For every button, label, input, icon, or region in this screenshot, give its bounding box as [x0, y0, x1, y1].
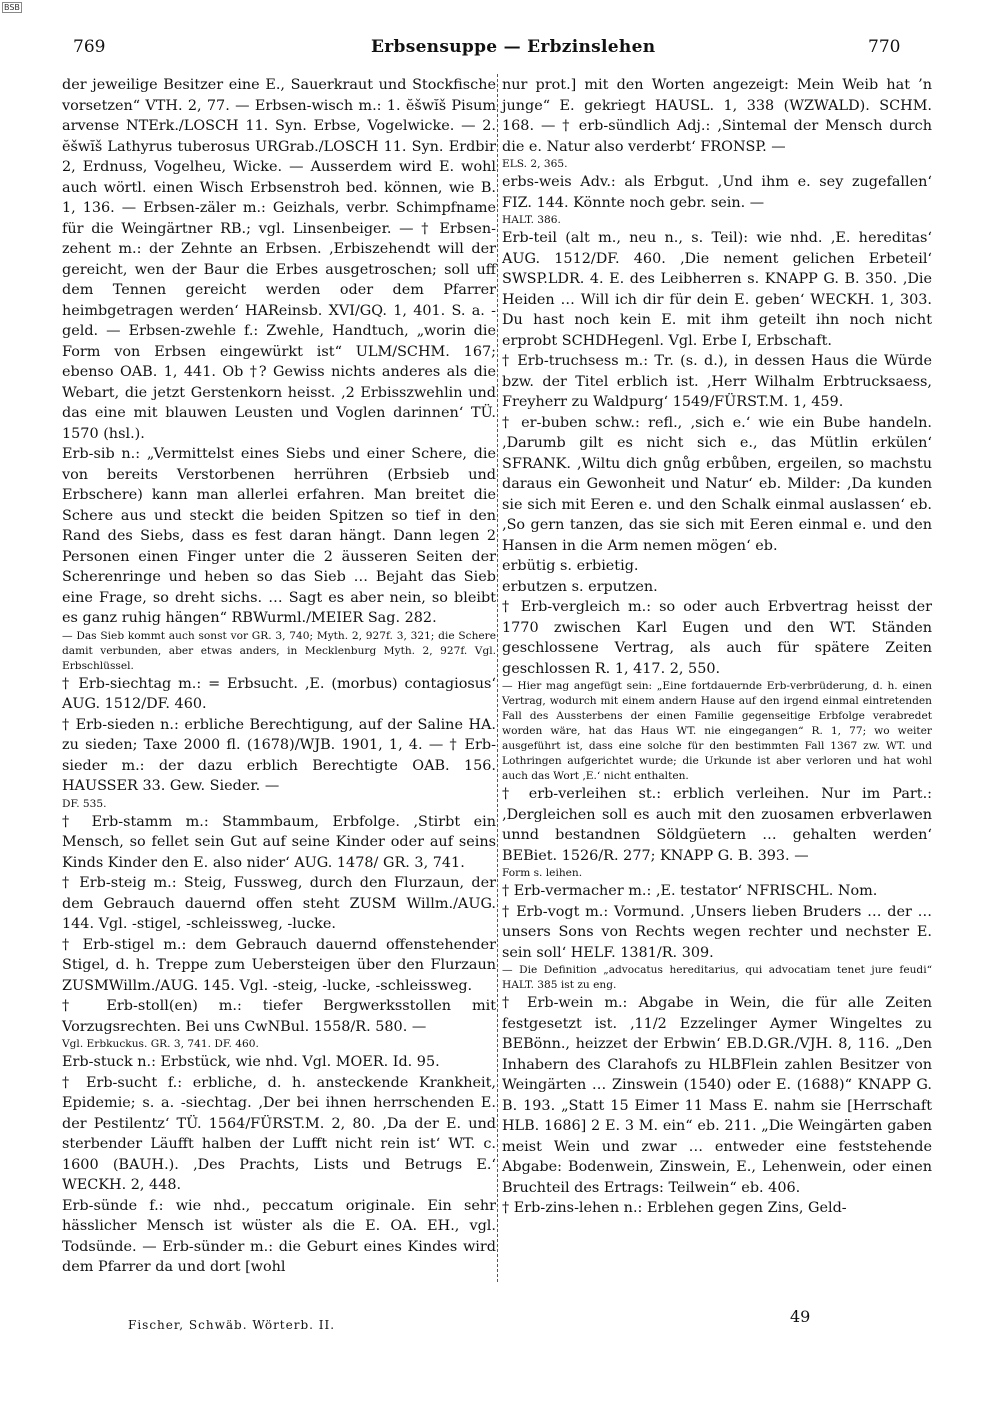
- column-divider: [497, 74, 498, 1282]
- entry-paragraph: Erb-sünde f.: wie nhd., peccatum originale. Ein sehr hässlicher Mensch ist wüster als die E. OA. EH., vgl. Todsünde. — Erb-sünder m.: die Geburt eines Kindes wird dem Pfarrer da und dort [wohl: [62, 1197, 496, 1275]
- entry-paragraph: † Erb-vermacher m.: ‚E. testator‘ NFRISCHL. Nom.: [502, 883, 878, 899]
- left-column: [62, 75, 496, 1278]
- entry-paragraph: der jeweilige Besitzer eine E., Sauerkraut und Stockfische vorsetzen“ VTH. 2, 77. — Erbsen-wisch m.: 1. ĕšwĭš Pisum arvense NTErk./LOSCH 11. Syn. Erbse, Vogelwicke. — 2. ĕšwĭš Lathyrus tuberosus URGrab./LOSCH 11. Syn. Erdbir 2, Erdnuss, Vogelheu, Wicke. — Ausserdem wird E. wohl auch wörtl. einen Wisch Erbsenstroh bed. können, wie B. 1, 136. — Erbsen-zäler m.: Geizhals, verbr. Schimpfname für die Weingärtner RB.; vgl. Linsenbeiger. — † Erbsen-zehent m.: der Zehnte an Erbsen. ‚Erbiszehendt will der gereicht, wen der Baur die Erbes ausgetroschen; soll uff dem Tennen gereicht werden oder dem Pfarrer heimbgetragen werden‘ HAReinsb. XVI/GQ. 1, 401. S. a. -geld. — Erbsen-zwehle f.: Zwehle, Handtuch, „worin die Form von Erbsen eingewürkt ist“ ULM/SCHM. 167; ebenso OAB. 1, 441. Ob †? Gewiss nichts anderes als die Webart, die jetzt Gerstenkorn heisst. ‚2 Erbisszwehlin und das eine mit blauwen Leusten und Voglen darinnen‘ TÜ. 1570 (hsl.).: [62, 77, 496, 442]
- entry-paragraph: † Erb-siechtag m.: = Erbsucht. ‚E. (morbus) contagiosus‘ AUG. 1512/DF. 460.: [62, 675, 496, 712]
- page-number-right: 770: [868, 37, 901, 57]
- entry-paragraph: Erb-sib n.: „Vermittelst eines Siebs und einer Schere, die von bereits Verstorbenen herrühren (Erbsieb und Erbschere) kann man allerlei erfahren. Man breitet die Schere aus und steckt die beiden Spitzen so tief in den Rand des Siebs, dass es fest daran hängt. Dann legen 2 Personen einen Finger unter die 2 äusseren Seiten der Scherenringe und heben so das Sieb … Bejaht das Sieb eine Frage, so dreht sichs. … Sagt es aber nein, so bleibt es ganz ruhig hängen“ RBWurml./MEIER Sag. 282.: [62, 446, 496, 626]
- note-paragraph: — Die Definition „advocatus hereditarius, qui advocatiam tenet jure feudi“ HALT. 385 ist zu eng.: [502, 964, 932, 991]
- entry-paragraph: † Erb-truchsess m.: Tr. (s. d.), in dessen Haus die Würde bzw. der Titel erblich ist. ‚Herr Wilhalm Erbtrucksaess, Freyherr zu Waldpurg‘ 1549/FÜRST.M. 1, 459.: [502, 353, 932, 410]
- entry-paragraph: † Erb-stoll(en) m.: tiefer Bergwerksstollen mit Vorzugsrechten. Bei uns CwNBul. 1558/R. 580. —: [62, 998, 496, 1035]
- sheet-number: 49: [790, 1307, 811, 1326]
- note-paragraph: HALT. 386.: [502, 214, 561, 226]
- entry-paragraph: † er-buben schw.: refl., ‚sich e.‘ wie ein Bube handeln. ‚Darumb gilt es nicht sich e., das Mütlin erkülen‘ SFRANK. ‚Wiltu dich gnůg erbůben, ergeilen, so machstu daraus ein Gewonheit und Natur‘ eb. Milder: ‚Da kunden sie sich mit Eeren e. und den Schalk einmal auslassen‘ eb. ‚So gern tanzen, das sie sich mit Eeren einmal e. und den Hansen in die Arm nemen mögen‘ eb.: [502, 414, 932, 554]
- note-paragraph: Vgl. Erbkuckus. GR. 3, 741. DF. 460.: [62, 1038, 259, 1050]
- entry-paragraph: erbs-weis Adv.: als Erbgut. ‚Und ihm e. sey zugefallen‘ FIZ. 144. Könnte noch gebr. sein. —: [502, 174, 932, 211]
- entry-paragraph: † Erb-vogt m.: Vormund. ‚Unsers lieben Bruders … der … unsers Sons von Rechts wegen rechter und nechster E. sein soll‘ HELF. 1381/R. 309.: [502, 903, 932, 961]
- entry-paragraph: nur prot.] mit den Worten angezeigt: Mein Weib hat ’n junge“ E. gekriegt HAUSL. 1, 338 (WZWALD). SCHM. 168. — † erb-sündlich Adj.: ‚Sintemal der Mensch durch die e. Natur also verderbt‘ FRONSP. —: [502, 77, 932, 155]
- library-stamp: BSB: [4, 3, 20, 12]
- entry-paragraph: † Erb-stamm m.: Stammbaum, Erbfolge. ‚Stirbt ein Mensch, so fellet sein Gut auf seine Kinder oder auf seins Kinds Kinder den E. also nider‘ AUG. 1478/ GR. 3, 741.: [62, 813, 496, 871]
- page-number-left: 769: [73, 37, 106, 57]
- entry-paragraph: † Erb-vergleich m.: so oder auch Erbvertrag heisst der 1770 zwischen Karl Eugen und den WT. Ständen geschlossene Vertrag, als auch für spätere Zeiten geschlossen R. 1, 417. 2, 550.: [502, 599, 932, 677]
- footer-signature: Fischer, Schwäb. Wörterb. II.: [128, 1318, 336, 1332]
- running-head: Erbsensuppe — Erbzinslehen: [371, 37, 656, 57]
- entry-paragraph: † erb-verleihen st.: erblich verleihen. Nur im Part.: ‚Dergleichen soll es auch mit den zuosamen erbverlawen unnd bestandnen Söldgüetern … gehalten werden‘ BEBiet. 1526/R. 277; KNAPP G. B. 393. —: [502, 786, 932, 864]
- entry-paragraph: † Erb-zins-lehen n.: Erblehen gegen Zins, Geld-: [502, 1200, 847, 1216]
- entry-paragraph: † Erb-wein m.: Abgabe in Wein, die für alle Zeiten festgesetzt ist. ‚11/2 Ezzelinger Aymer Wingeltes zu BEBönn., heizzet der Erbwin‘ EB.D.GR./VJH. 8, 116. „Den Inhabern des Clarahofs zu HLBFlein zahlen Besitzer von Weingärten … Zinswein (1540) oder E. (1688)“ KNAPP G. B. 193. „Statt 15 Eimer 11 Mass E. nahm sie [Herrschaft HLB. 1686] 2 E. 3 M. ein“ eb. 211. „Die Weingärten gaben meist Wein und zwar … entweder eine feststehende Abgabe: Bodenwein, Zinswein, E., Lehenwein, oder einen Bruchteil des Ertrags: Teilwein“ eb. 406.: [502, 995, 932, 1196]
- entry-paragraph: † Erb-sieden n.: erbliche Berechtigung, auf der Saline HA. zu sieden; Taxe 2000 fl. (1678)/WJB. 1901, 1, 4. — † Erb-sieder m.: der dazu erblich Berechtigte OAB. 156. HAUSSER 33. Gew. Sieder. —: [62, 716, 496, 794]
- note-paragraph: — Hier mag angefügt sein: „Eine fortdauernde Erb-verbrüderung, d. h. einen Vertrag, wodurch mit einem andern Hause auf den irgend einmal eintretenden Fall des Aussterbens der einen Familie gegenseitige Erbfolge verabredet worden wäre, hat das Haus WT. nie eingegangen“ R. 1, 77; wo weiter ausgeführt ist, dass eine solche für den bestimmten Fall 1367 zw. WT. und Lothringen aufgerichtet wurde; die Urkunde ist aber verloren und hat wohl auch das Wort ‚E.‘ nicht enthalten.: [502, 680, 932, 782]
- entry-paragraph: † Erb-sucht f.: erbliche, d. h. ansteckende Krankheit, Epidemie; s. a. -siechtag. ‚Der bei ihnen herrschenden E. der Pestilentz‘ TÜ. 1564/FÜRST.M. 2, 80. ‚Da der E. und sterbender Läufft halben der Lufft nicht rein ist‘ WT. c. 1600 (BAUH.). ‚Des Prachts, Lists und Betrugs E.‘ WECKH. 2, 448.: [62, 1074, 496, 1193]
- entry-paragraph: erbutzen s. erputzen.: [502, 578, 658, 595]
- note-paragraph: — Das Sieb kommt auch sonst vor GR. 3, 740; Myth. 2, 927f. 3, 321; die Schere damit verbunden, aber etwas anders, in Mecklenburg Myth. 2, 927f. Vgl. Erbschlüssel.: [62, 629, 496, 672]
- entry-paragraph: Erb-teil (alt m., neu n., s. Teil): wie nhd. ‚E. hereditas‘ AUG. 1512/DF. 460. ‚Die nement gelichen Erbeteil‘ SWSP.LDR. 4. E. des Leibherren s. KNAPP G. B. 350. ‚Die Heiden … Will ich dir für dein E. geben‘ WECKH. 1, 303. Du hast noch kein E. mit ihm geteilt ihn noch nicht erprobt SCHDHegenl. Vgl. Erbe I, Erbschaft.: [502, 230, 932, 349]
- note-paragraph: Form s. leihen.: [502, 867, 583, 879]
- entry-paragraph: erbütig s. erbietig.: [502, 558, 639, 574]
- note-paragraph: DF. 535.: [62, 797, 107, 810]
- right-column: [502, 75, 932, 1219]
- entry-paragraph: † Erb-steig m.: Steig, Fussweg, durch den Flurzaun, der dem Gebrauch dauernd offen steht ZUSM Willm./AUG. 144. Vgl. -stigel, -schleissweg, -lucke.: [62, 875, 496, 932]
- note-paragraph: ELS. 2, 365.: [502, 158, 568, 170]
- entry-paragraph: Erb-stuck n.: Erbstück, wie nhd. Vgl. MOER. Id. 95.: [62, 1054, 440, 1070]
- entry-paragraph: † Erb-stigel m.: dem Gebrauch dauernd offenstehender Stigel, d. h. Treppe zum Uebersteigen über den Flurzaun ZUSMWillm./AUG. 145. Vgl. -steig, -lucke, -schleissweg.: [62, 936, 496, 994]
